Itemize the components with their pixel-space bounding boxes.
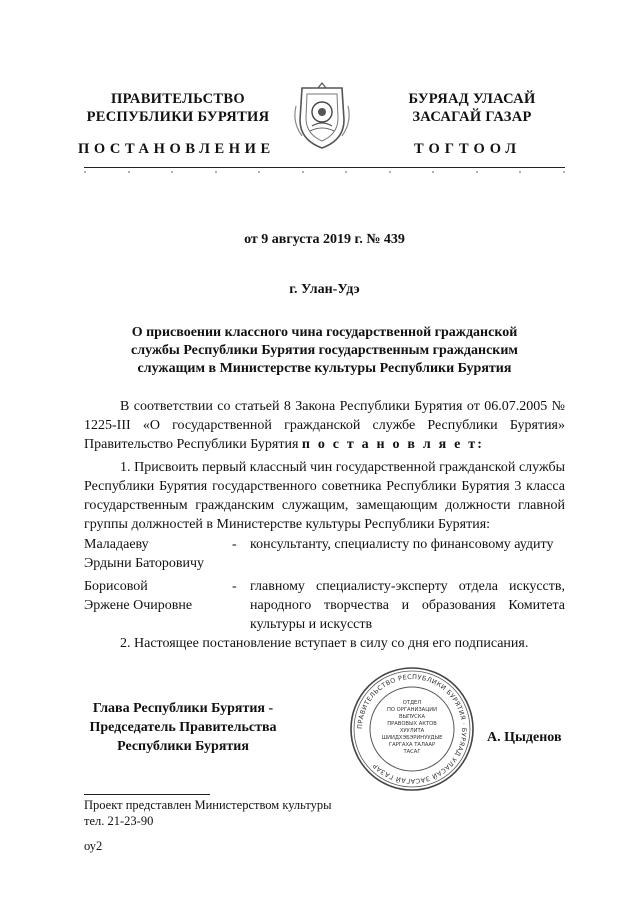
stamp-ring-text: ПРАВИТЕЛЬСТВО РЕСПУБЛИКИ БУРЯТИЯ · БУРЯАД УЛАСАЙ ЗАСАГАЙ ГАЗАР xyxy=(355,672,469,786)
appointee-surname: Борисовой xyxy=(84,579,148,594)
appointee-dash: - xyxy=(232,537,237,552)
stamp-line6: ШИИДХЭБЭРИНУУДЫЕ xyxy=(381,735,443,741)
header-left xyxy=(78,90,278,126)
stamp-line3: ВЫПУСКА xyxy=(398,714,426,720)
appointee-name xyxy=(84,535,224,573)
footnote-line1: Проект представлен Министерством культуры xyxy=(84,798,332,812)
signatory-title-line3: Республики Бурятия xyxy=(117,739,249,754)
footnote-divider xyxy=(84,794,210,795)
header-divider xyxy=(84,167,565,168)
preamble-emphasis: п о с т а н о в л я е т: xyxy=(301,437,485,452)
preamble-text: В соответствии со статьей 8 Закона Республики Бурятия от 06.07.2005 № 1225-III «О государственной гражданской службе Республики Бурятия» Правительство Республики Бурятия xyxy=(84,399,565,452)
coat-of-arms-icon xyxy=(290,82,354,152)
stamp-line8: ТАСАГ xyxy=(403,749,421,755)
header-right-line2: ЗАСАГАЙ ГАЗАР xyxy=(412,109,532,125)
appointee-given-name: Эржене Очировне xyxy=(84,598,193,613)
doc-type-left: ПОСТАНОВЛЕНИЕ xyxy=(78,141,275,157)
header-left-line2: РЕСПУБЛИКИ БУРЯТИЯ xyxy=(86,109,270,125)
header-dotted-line xyxy=(84,171,565,179)
footnote-code: оу2 xyxy=(84,839,103,853)
document-title xyxy=(84,324,565,378)
stamp-line7: ГАРГАХА ТАЛААР xyxy=(388,742,436,748)
stamp-line4: ПРАВОВЫХ АКТОВ xyxy=(387,721,437,727)
date-number: от 9 августа 2019 г. № 439 xyxy=(244,232,405,247)
stamp-line2: ПО ОРГАНИЗАЦИИ xyxy=(386,707,438,713)
signatory-title-line1: Глава Республики Бурятия - xyxy=(92,701,274,716)
signatory-title xyxy=(78,699,288,756)
appointee-surname: Маладаеву xyxy=(84,537,149,552)
appointee-dash: - xyxy=(232,579,237,594)
signatory-title-line2: Председатель Правительства xyxy=(89,720,277,735)
stamp-line5: ХУУЛИТА xyxy=(399,728,425,734)
preamble xyxy=(84,397,565,454)
clause-2: 2. Настоящее постановление вступает в силу со дня его подписания. xyxy=(120,636,529,651)
header-right-line1: БУРЯАД УЛАСАЙ xyxy=(408,91,536,107)
appointee-position: консультанту, специалисту по финансовому аудиту xyxy=(250,537,554,552)
appointee-given-name: Эрдыни Баторовичу xyxy=(84,556,205,571)
city: г. Улан-Удэ xyxy=(289,282,360,297)
appointee-row xyxy=(84,577,565,637)
appointee-row xyxy=(84,535,565,575)
signatory-name: А. Цыденов xyxy=(487,730,562,745)
doc-type-right: ТОГТООЛ xyxy=(414,141,522,157)
stamp-line1: ОТДЕЛ xyxy=(402,700,422,706)
title-line2: службы Республики Бурятия государственным гражданским xyxy=(131,343,518,358)
footnote-phone: тел. 21-23-90 xyxy=(84,814,154,828)
title-line3: служащим в Министерстве культуры Республики Бурятия xyxy=(137,361,512,376)
clause-1: 1. Присвоить первый классный чин государственной гражданской службы Республики Бурятия государственного советника Республики Бурятия 3 класса государственным гражданским служащим, замещающим должности главной группы должностей в Министерстве культуры Республики Бурятия: xyxy=(84,460,565,532)
appointee-name xyxy=(84,577,224,615)
title-line1: О присвоении классного чина государственной гражданской xyxy=(131,325,518,340)
appointee-position: главному специалисту-эксперту отдела искусств, народного творчества и образования Комитета культуры и искусств xyxy=(250,579,565,632)
header-left-line1: ПРАВИТЕЛЬСТВО xyxy=(111,91,245,107)
header-right xyxy=(372,90,572,126)
official-stamp xyxy=(348,666,476,792)
